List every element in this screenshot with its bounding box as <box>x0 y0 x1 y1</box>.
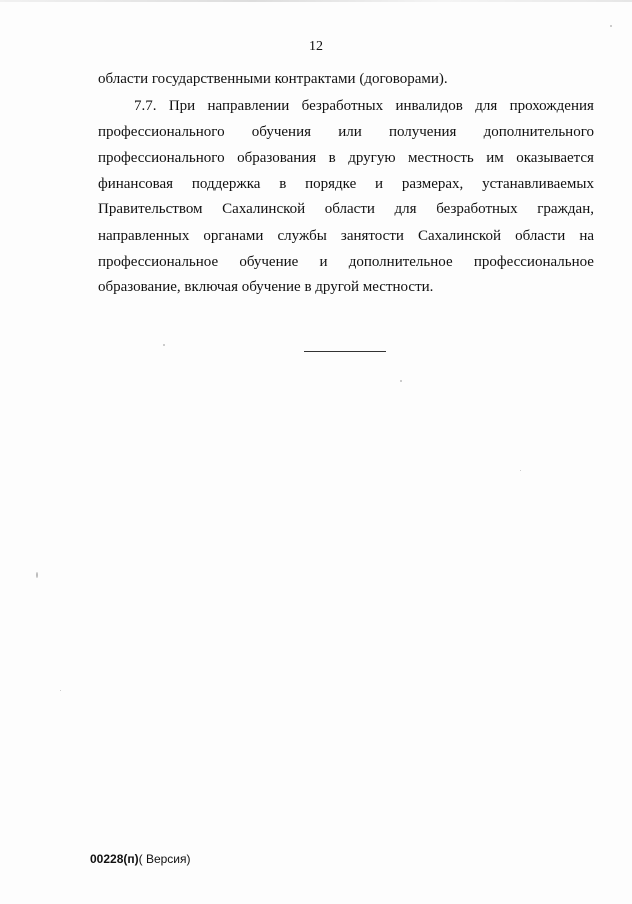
paragraph-word: дополнительное <box>348 254 453 270</box>
paragraph-word: поддержка <box>191 176 261 192</box>
paragraph-word: в <box>328 150 336 166</box>
paragraph-line <box>98 175 594 193</box>
section-divider <box>304 351 386 352</box>
paragraph-word: занятости <box>340 228 404 244</box>
page-top-edge <box>0 0 632 2</box>
paragraph-word: 7.7. <box>134 98 157 114</box>
paragraph-line <box>134 97 594 115</box>
footer-version-label: ( Версия) <box>138 852 191 866</box>
paragraph-word: профессионального <box>98 124 225 140</box>
paragraph-word: дополнительного <box>483 124 594 140</box>
page-number: 12 <box>309 39 323 54</box>
scan-speck <box>60 690 61 691</box>
scan-speck <box>163 344 165 346</box>
paragraph-word: финансовая <box>98 176 174 192</box>
paragraph-word: им <box>486 150 504 166</box>
paragraph-word: и <box>375 176 384 192</box>
paragraph-word: граждан, <box>537 201 594 217</box>
paragraph-word: безработных <box>436 201 518 217</box>
paragraph-word: Сахалинской <box>417 228 501 244</box>
paragraph-line <box>98 123 594 141</box>
paragraph-word: безработных <box>301 98 384 114</box>
paragraph-word: При <box>168 98 196 114</box>
paragraph-word: обучение <box>239 254 299 270</box>
scan-speck <box>36 572 38 578</box>
footer <box>90 851 191 867</box>
paragraph-last-line: образование, включая обучение в другой местности. <box>98 279 434 295</box>
paragraph-word: органами <box>203 228 264 244</box>
paragraph-word: и <box>319 254 328 270</box>
paragraph-word: профессиональное <box>473 254 594 270</box>
paragraph-word: для <box>475 98 498 114</box>
paragraph-word: Правительством <box>98 201 203 217</box>
paragraph-word: порядке <box>305 176 357 192</box>
paragraph-word: службы <box>277 228 327 244</box>
paragraph-word: в <box>279 176 287 192</box>
paragraph-word: обучения <box>251 124 311 140</box>
paragraph-word: области <box>324 201 375 217</box>
paragraph-word: направлении <box>207 98 290 114</box>
paragraph-word: или <box>338 124 362 140</box>
paragraph-word: профессионального <box>98 150 225 166</box>
scan-speck <box>610 25 612 27</box>
paragraph-word: другую <box>348 150 396 166</box>
paragraph-word: для <box>394 201 417 217</box>
paragraph-word: области <box>515 228 566 244</box>
paragraph-word: размерах, <box>401 176 464 192</box>
paragraph-word: профессиональное <box>98 254 219 270</box>
paragraph-word: Сахалинской <box>222 201 306 217</box>
continuation-line: области государственными контрактами (договорами). <box>98 71 448 87</box>
paragraph-word: инвалидов <box>395 98 463 114</box>
paragraph-line <box>98 149 594 167</box>
paragraph-word: местность <box>408 150 474 166</box>
scan-speck <box>400 380 402 382</box>
paragraph-line <box>98 200 594 218</box>
footer-document-code: 00228(п) <box>90 852 139 866</box>
paragraph-line <box>98 253 594 271</box>
paragraph-line <box>98 227 594 245</box>
paragraph-word: получения <box>388 124 457 140</box>
paragraph-word: оказывается <box>516 150 594 166</box>
scan-speck <box>520 470 521 471</box>
paragraph-word: направленных <box>98 228 190 244</box>
paragraph-word: образования <box>237 150 317 166</box>
paragraph-word: прохождения <box>509 98 594 114</box>
paragraph-word: устанавливаемых <box>482 176 594 192</box>
paragraph-word: на <box>579 228 594 244</box>
